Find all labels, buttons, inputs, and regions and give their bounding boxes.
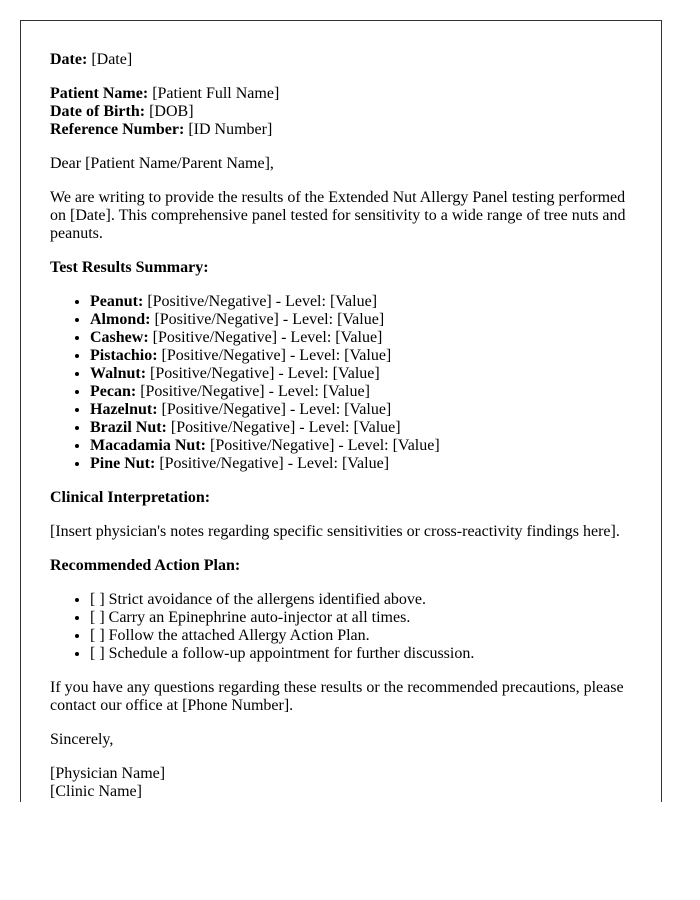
action-item: • [ ] Carry an Epinephrine auto-injector at all times. [90,609,632,627]
nut-name: Peanut: [90,293,144,310]
physician-name: [Physician Name] [50,765,166,782]
action-plan-list [50,591,632,663]
patient-name-line [50,85,632,103]
nut-name: Pistachio: [90,347,158,364]
nut-result: [Positive/Negative] - Level: [Value] [140,383,370,400]
dob-value: [DOB] [149,103,194,120]
nut-result: [Positive/Negative] - Level: [Value] [170,419,401,436]
closing-paragraph: If you have any questions regarding these results or the recommended precautions, please contact our office at [Phone Number]. [50,679,624,714]
signoff: Sincerely, [50,731,114,748]
patient-name-label: Patient Name: [50,85,149,102]
nut-name: Walnut: [90,365,147,382]
interpretation-text: [Insert physician's notes regarding specific sensitivities or cross-reactivity findings here]. [50,523,620,540]
result-item-brazil-nut [90,419,632,437]
results-list [50,293,632,473]
nut-result: [Positive/Negative] - Level: [Value] [161,401,392,418]
nut-result: [Positive/Negative] - Level: [Value] [159,455,390,472]
date-value: [Date] [91,51,133,68]
nut-name: Pine Nut: [90,455,156,472]
nut-result: [Positive/Negative] - Level: [Value] [161,347,392,364]
result-item-hazelnut [90,401,632,419]
signature-block [50,765,632,801]
results-heading: Test Results Summary: [50,259,209,276]
patient-name-value: [Patient Full Name] [152,85,280,102]
action-item: • [ ] Schedule a follow-up appointment for further discussion. [90,645,632,663]
date-label: Date: [50,51,88,68]
allergy-results-letter [20,20,662,802]
salutation: Dear [Patient Name/Parent Name], [50,155,274,172]
nut-result: [Positive/Negative] - Level: [Value] [154,311,385,328]
result-item-macadamia-nut [90,437,632,455]
result-item-almond [90,311,632,329]
dob-line [50,103,632,121]
interpretation-heading: Clinical Interpretation: [50,489,211,506]
nut-name: Cashew: [90,329,149,346]
nut-name: Macadamia Nut: [90,437,206,454]
nut-result: [Positive/Negative] - Level: [Value] [147,293,378,310]
result-item-cashew [90,329,632,347]
nut-result: [Positive/Negative] - Level: [Value] [152,329,383,346]
nut-name: Hazelnut: [90,401,158,418]
clinic-name: [Clinic Name] [50,783,142,800]
action-plan-heading: Recommended Action Plan: [50,557,241,574]
nut-name: Almond: [90,311,151,328]
result-item-pine-nut [90,455,632,473]
intro-paragraph: We are writing to provide the results of the Extended Nut Allergy Panel testing performed on [Date]. This comprehensive panel tested for sensitivity to a wide range of tree nuts and peanuts. [50,189,626,242]
nut-result: [Positive/Negative] - Level: [Value] [209,437,440,454]
reference-line [50,121,632,139]
reference-value: [ID Number] [188,121,273,138]
nut-result: [Positive/Negative] - Level: [Value] [150,365,380,382]
action-item: • [ ] Strict avoidance of the allergens identified above. [90,591,632,609]
nut-name: Pecan: [90,383,137,400]
result-item-walnut [90,365,632,383]
dob-label: Date of Birth: [50,103,146,120]
patient-info-block [50,85,632,139]
action-item: • [ ] Follow the attached Allergy Action Plan. [90,627,632,645]
reference-label: Reference Number: [50,121,185,138]
result-item-pecan [90,383,632,401]
date-line [50,51,632,69]
result-item-pistachio [90,347,632,365]
nut-name: Brazil Nut: [90,419,167,436]
result-item-peanut [90,293,632,311]
